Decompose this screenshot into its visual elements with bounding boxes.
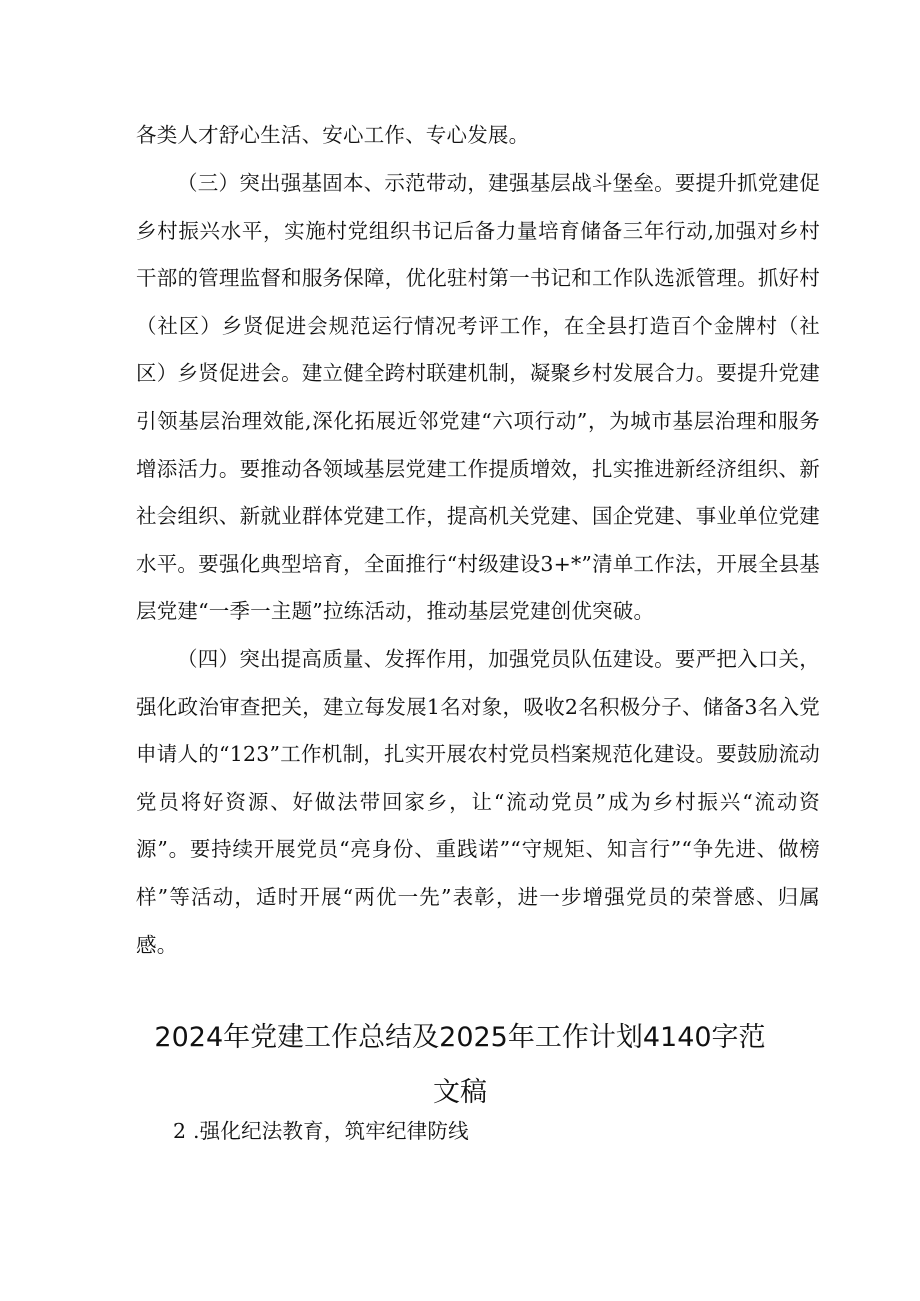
paragraph-continuation: 各类人才舒心生活、安心工作、专心发展。 <box>136 123 530 147</box>
document-title: 2024年党建工作总结及2025年工作计划4140字范文稿 <box>154 1022 766 1108</box>
paragraph-section-four: （四）突出提高质量、发挥作用，加强党员队伍建设。要严把入口关，强化政治审查把关，建立每发展1名对象，吸收2名积极分子、储备3名入党申请人的“123”工作机制，扎实开展农村党员档案规范化建设。要鼓励流动党员将好资源、好做法带回家乡，让“流动党员”成为乡村振兴“流动资源”。要持续开展党员“亮身份、重践诺”“守规矩、知言行”“争先进、做榜样”等活动，适时开展“两优一先”表彰，进一步增强党员的荣誉感、归属感。 <box>136 647 820 957</box>
paragraph-section-three: （三）突出强基固本、示范带动，建强基层战斗堡垒。要提升抓党建促乡村振兴水平，实施村党组织书记后备力量培育储备三年行动,加强对乡村干部的管理监督和服务保障，优化驻村第一书记和工作队选派管理。抓好村（社区）乡贤促进会规范运行情况考评工作，在全县打造百个金牌村（社区）乡贤促进会。建立健全跨村联建机制，凝聚乡村发展合力。要提升党建引领基层治理效能,深化拓展近邻党建“六项行动”，为城市基层治理和服务增添活力。要推动各领域基层党建工作提质增效，扎实推进新经济组织、新社会组织、新就业群体党建工作，提高机关党建、国企党建、事业单位党建水平。要强化典型培育，全面推行“村级建设3+*”清单工作法，开展全县基层党建“一季一主题”拉练活动，推动基层党建创优突破。 <box>136 171 820 624</box>
subheading: 2 .强化纪法教育，筑牢纪律防线 <box>173 1119 469 1143</box>
